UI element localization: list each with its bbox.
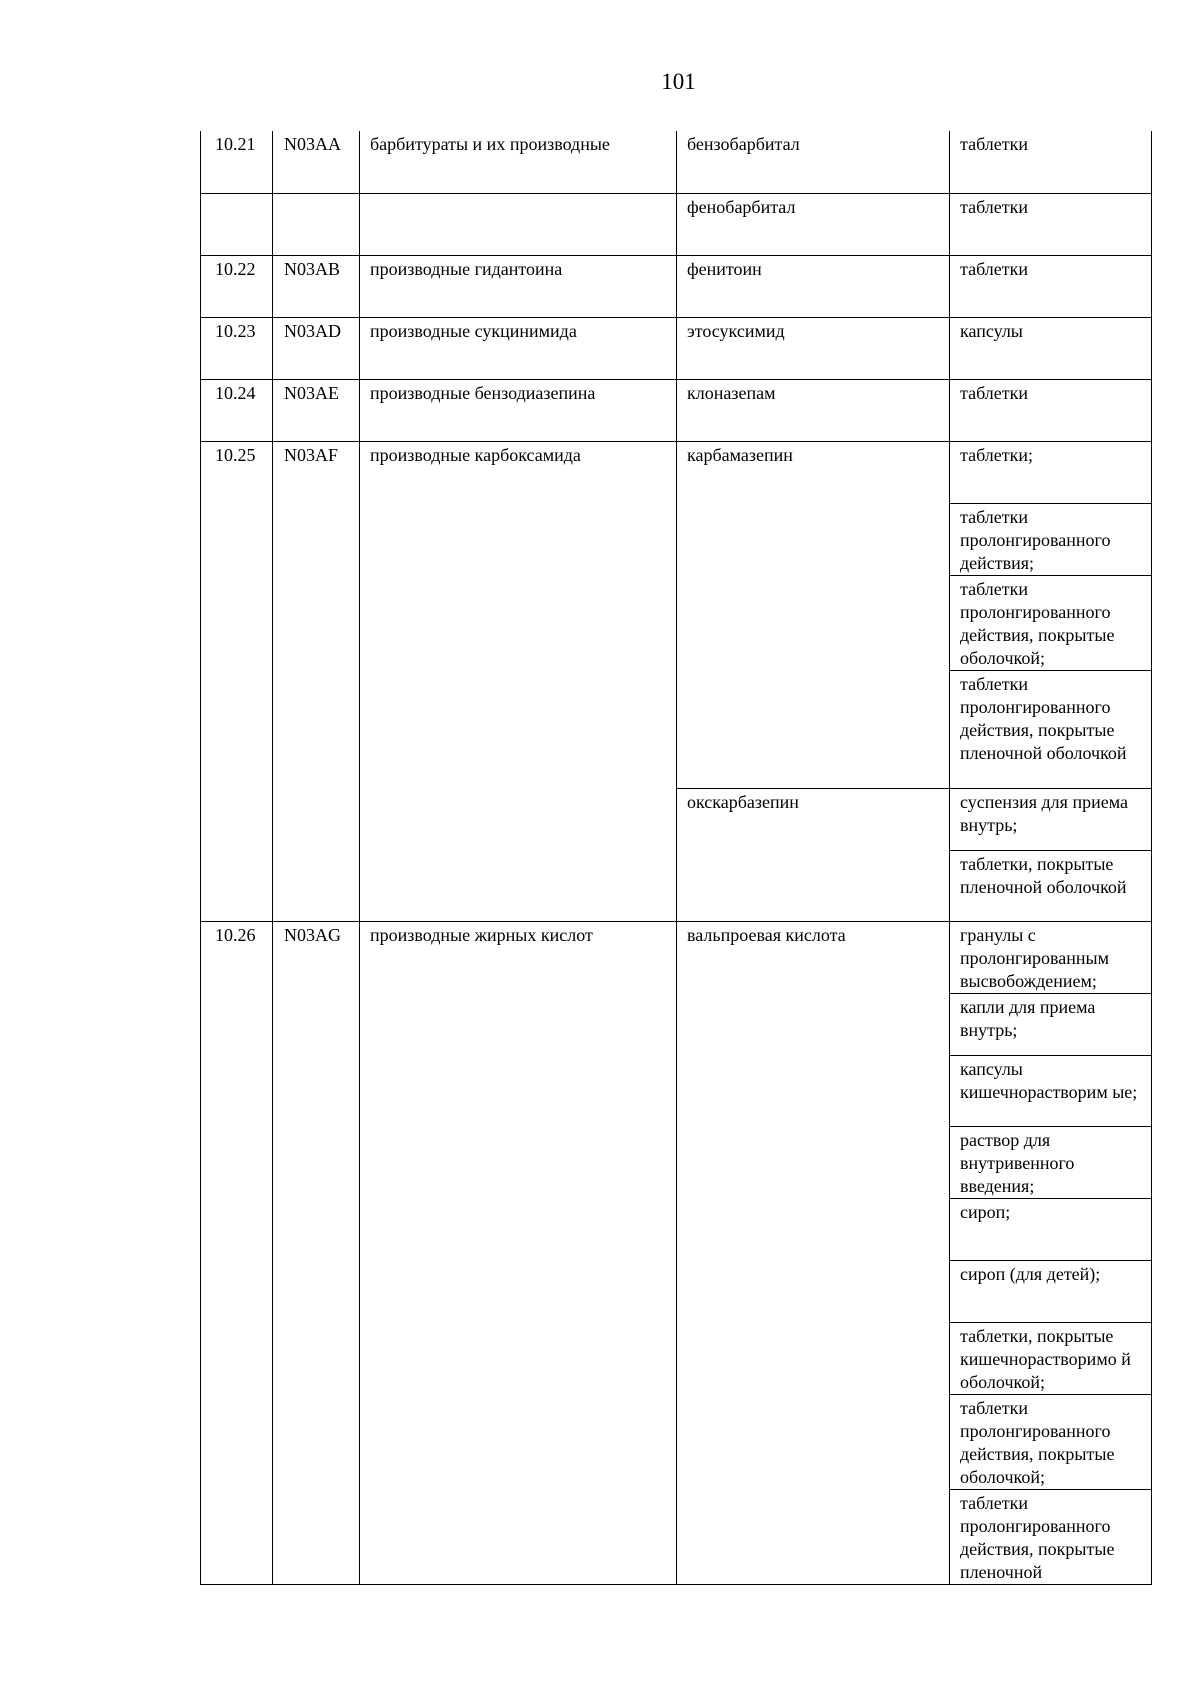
group-name: производные бензодиазепина — [360, 379, 677, 441]
drug-name: бензобарбитал — [677, 131, 950, 193]
drug-name: вальпроевая кислота — [677, 921, 950, 1584]
group-name: производные карбоксамида — [360, 441, 677, 921]
table-row — [201, 317, 1152, 379]
dosage-form: таблетки пролонгированного действия, покрытые оболочкой; — [950, 575, 1152, 670]
atc-code: N03AG — [273, 921, 360, 1584]
dosage-form: суспензия для приема внутрь; — [950, 788, 1152, 850]
group-number: 10.25 — [201, 441, 273, 921]
dosage-form: таблетки, покрытые пленочной оболочкой — [950, 850, 1152, 921]
table-row — [201, 193, 1152, 255]
group-name: производные гидантоина — [360, 255, 677, 317]
table-row — [201, 379, 1152, 441]
group-name: барбитураты и их производные — [360, 131, 677, 193]
dosage-form: раствор для внутривенного введения; — [950, 1126, 1152, 1198]
atc-code: N03AA — [273, 131, 360, 193]
drug-name: этосуксимид — [677, 317, 950, 379]
drug-name: клоназепам — [677, 379, 950, 441]
dosage-form: таблетки — [950, 193, 1152, 255]
page-number: 101 — [661, 69, 696, 94]
dosage-form: капли для приема внутрь; — [950, 993, 1152, 1055]
table-row — [201, 921, 1152, 993]
dosage-form: таблетки пролонгированного действия, покрытые пленочной оболочкой — [950, 670, 1152, 788]
atc-code: N03AF — [273, 441, 360, 921]
drug-name: фенобарбитал — [677, 193, 950, 255]
group-number: 10.23 — [201, 317, 273, 379]
dosage-form: таблетки пролонгированного действия; — [950, 503, 1152, 575]
table-row — [201, 131, 1152, 193]
dosage-form: таблетки пролонгированного действия, покрытые пленочной — [950, 1489, 1152, 1584]
atc-code: N03AB — [273, 255, 360, 317]
group-name: производные жирных кислот — [360, 921, 677, 1584]
dosage-form: капсулы — [950, 317, 1152, 379]
group-number: 10.26 — [201, 921, 273, 1584]
dosage-form: капсулы кишечнорастворим ые; — [950, 1055, 1152, 1126]
group-number: 10.21 — [201, 131, 273, 193]
group-number: 10.24 — [201, 379, 273, 441]
group-number — [201, 193, 273, 255]
group-name — [360, 193, 677, 255]
drug-name: карбамазепин — [677, 441, 950, 788]
dosage-form: таблетки — [950, 255, 1152, 317]
group-name: производные сукцинимида — [360, 317, 677, 379]
dosage-form: гранулы с пролонгированным высвобождением; — [950, 921, 1152, 993]
atc-code: N03AE — [273, 379, 360, 441]
dosage-form: таблетки — [950, 379, 1152, 441]
dosage-form: таблетки пролонгированного действия, покрытые оболочкой; — [950, 1394, 1152, 1489]
atc-code — [273, 193, 360, 255]
dosage-form: сироп (для детей); — [950, 1260, 1152, 1322]
drug-name: окскарбазепин — [677, 788, 950, 921]
group-number: 10.22 — [201, 255, 273, 317]
atc-code: N03AD — [273, 317, 360, 379]
table-row — [201, 255, 1152, 317]
drug-name: фенитоин — [677, 255, 950, 317]
table-row — [201, 441, 1152, 503]
dosage-form: сироп; — [950, 1198, 1152, 1260]
dosage-form: таблетки — [950, 131, 1152, 193]
dosage-form: таблетки; — [950, 441, 1152, 503]
drug-table — [200, 131, 1152, 1585]
dosage-form: таблетки, покрытые кишечнорастворимо й оболочкой; — [950, 1322, 1152, 1394]
